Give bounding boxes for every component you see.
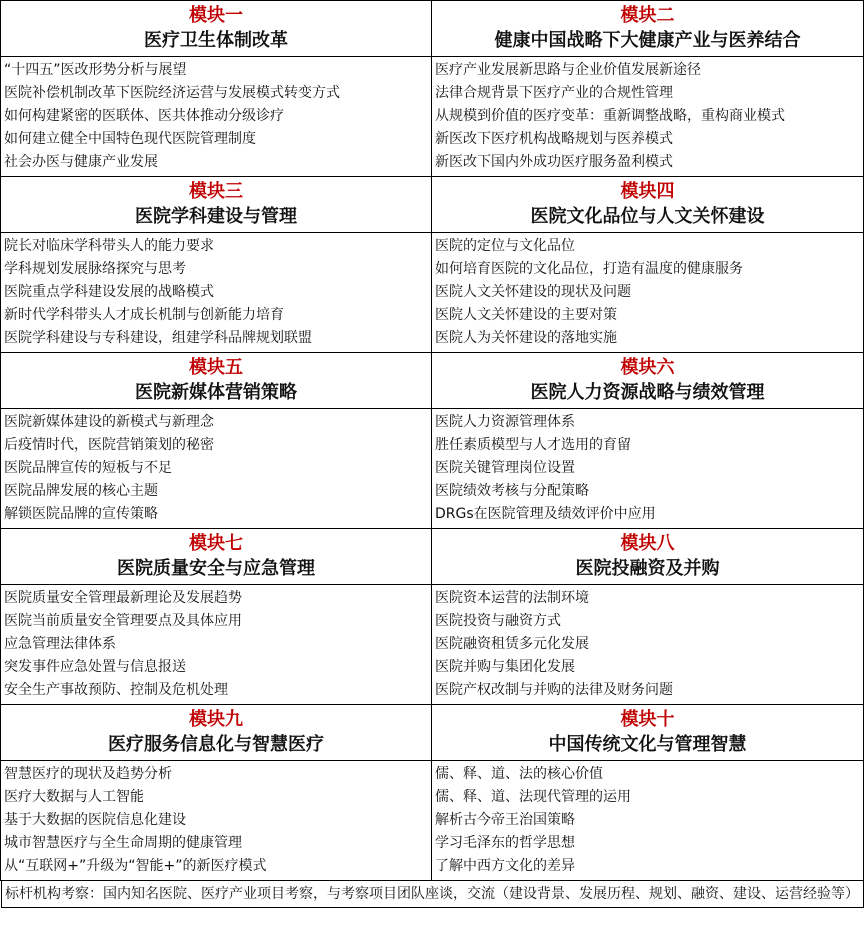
topic-item: 医院学科建设与专科建设，组建学科品牌规划联盟 — [4, 330, 312, 346]
topic-item: 医院新媒体建设的新模式与新理念 — [4, 414, 214, 430]
module-title: 医院投融资及并购 — [575, 558, 720, 579]
module-label: 模块二 — [620, 5, 675, 26]
module-title: 医院人力资源战略与绩效管理 — [530, 382, 765, 403]
topic-item: 医院绩效考核与分配策略 — [435, 483, 589, 499]
topic-item: 医院关键管理岗位设置 — [435, 460, 575, 476]
topic-item: 胜任素质模型与人才选用的育留 — [435, 437, 631, 453]
topic-item: 如何培育医院的文化品位，打造有温度的健康服务 — [435, 261, 743, 277]
topic-item: 从“互联网+”升级为“智能+”的新医疗模式 — [4, 858, 267, 874]
topic-item: 从规模到价值的医疗变革：重新调整战略，重构商业模式 — [435, 108, 785, 124]
topic-item: 突发事件应急处置与信息报送 — [4, 659, 186, 675]
topic-item: 医院人文关怀建设的现状及问题 — [435, 284, 631, 300]
topic-item: “十四五”医改形势分析与展望 — [4, 62, 187, 78]
topic-item: 后疫情时代，医院营销策划的秘密 — [4, 437, 214, 453]
topic-item: 医院品牌宣传的短板与不足 — [4, 460, 172, 476]
module-cell — [0, 0, 432, 177]
module-topic-list — [1, 57, 431, 176]
topic-item: 了解中西方文化的差异 — [435, 858, 575, 874]
module-label: 模块七 — [189, 533, 243, 554]
topic-item: 学科规划发展脉络探究与思考 — [4, 261, 186, 277]
site-visit-note: 标杆机构考察：国内知名医院、医疗产业项目考察，与考察项目团队座谈，交流（建设背景、发展历程、规划、融资、建设、运营经验等） — [1, 880, 864, 908]
topic-item: 新医改下医疗机构战略规划与医养模式 — [435, 131, 673, 147]
module-header — [432, 177, 863, 233]
topic-item: 医院重点学科建设发展的战略模式 — [4, 284, 214, 300]
topic-item: 医院产权改制与并购的法律及财务问题 — [435, 682, 673, 698]
topic-item: 学习毛泽东的哲学思想 — [435, 835, 575, 851]
topic-item: 儒、释、道、法的核心价值 — [435, 766, 603, 782]
topic-item: 医院并购与集团化发展 — [435, 659, 575, 675]
module-header — [1, 353, 431, 409]
module-topic-list — [432, 585, 863, 704]
module-header — [432, 705, 863, 761]
module-cell — [0, 352, 432, 529]
topic-item: 医院资本运营的法制环境 — [435, 590, 589, 606]
module-label: 模块八 — [620, 533, 675, 554]
module-cell — [431, 0, 864, 177]
module-title: 医院文化品位与人文关怀建设 — [530, 206, 765, 227]
topic-item: 医院品牌发展的核心主题 — [4, 483, 158, 499]
topic-item: 法律合规背景下医疗产业的合规性管理 — [435, 85, 673, 101]
topic-item: 智慧医疗的现状及趋势分析 — [4, 766, 172, 782]
module-topic-list — [432, 409, 863, 528]
topic-item: 医院人为关怀建设的落地实施 — [435, 330, 617, 346]
module-cell — [0, 704, 432, 881]
module-topic-list — [1, 761, 431, 880]
module-label: 模块四 — [620, 181, 675, 202]
module-header — [1, 705, 431, 761]
module-header — [432, 1, 863, 57]
topic-item: 医院融资租赁多元化发展 — [435, 636, 589, 652]
module-header — [1, 1, 431, 57]
topic-item: 应急管理法律体系 — [4, 636, 116, 652]
module-cell — [431, 704, 864, 881]
module-topic-list — [1, 585, 431, 704]
module-title: 医疗服务信息化与智慧医疗 — [108, 734, 324, 755]
module-label: 模块五 — [189, 357, 243, 378]
topic-item: 医院的定位与文化品位 — [435, 238, 575, 254]
topic-item: 医院当前质量安全管理要点及具体应用 — [4, 613, 242, 629]
topic-item: 解析古今帝王治国策略 — [435, 812, 575, 828]
topic-item: 医院人文关怀建设的主要对策 — [435, 307, 617, 323]
module-title: 医院质量安全与应急管理 — [117, 558, 315, 579]
topic-item: 社会办医与健康产业发展 — [4, 154, 158, 170]
module-topic-list — [1, 409, 431, 528]
module-header — [432, 353, 863, 409]
topic-item: 如何建立健全中国特色现代医院管理制度 — [4, 131, 256, 147]
module-grid — [1, 1, 864, 881]
topic-item: 新医改下国内外成功医疗服务盈利模式 — [435, 154, 673, 170]
module-label: 模块十 — [620, 709, 675, 730]
module-cell — [0, 176, 432, 353]
topic-item: 城市智慧医疗与全生命周期的健康管理 — [4, 835, 242, 851]
module-label: 模块九 — [189, 709, 243, 730]
topic-item: 医疗大数据与人工智能 — [4, 789, 144, 805]
module-title: 医院新媒体营销策略 — [135, 382, 297, 403]
topic-item: 儒、释、道、法现代管理的运用 — [435, 789, 631, 805]
module-label: 模块三 — [189, 181, 243, 202]
topic-item: 医院投资与融资方式 — [435, 613, 561, 629]
module-cell — [431, 352, 864, 529]
module-label: 模块一 — [189, 5, 243, 26]
module-topic-list — [432, 233, 863, 352]
module-header — [1, 177, 431, 233]
topic-item: 医院人力资源管理体系 — [435, 414, 575, 430]
topic-item: 院长对临床学科带头人的能力要求 — [4, 238, 214, 254]
topic-item: 基于大数据的医院信息化建设 — [4, 812, 186, 828]
module-topic-list — [1, 233, 431, 352]
topic-item: 医疗产业发展新思路与企业价值发展新途径 — [435, 62, 701, 78]
topic-item: 医院质量安全管理最新理论及发展趋势 — [4, 590, 242, 606]
module-title: 健康中国战略下大健康产业与医养结合 — [494, 30, 801, 51]
topic-item: 解锁医院品牌的宣传策略 — [4, 506, 158, 522]
module-header — [1, 529, 431, 585]
topic-item: DRGs在医院管理及绩效评价中应用 — [435, 506, 656, 522]
topic-item: 安全生产事故预防、控制及危机处理 — [4, 682, 228, 698]
module-header — [432, 529, 863, 585]
module-title: 医院学科建设与管理 — [135, 206, 297, 227]
module-topic-list — [432, 57, 863, 176]
module-cell — [0, 528, 432, 705]
module-cell — [431, 528, 864, 705]
module-title: 中国传统文化与管理智慧 — [548, 734, 747, 755]
topic-item: 如何构建紧密的医联体、医共体推动分级诊疗 — [4, 108, 284, 124]
module-title: 医疗卫生体制改革 — [144, 30, 288, 51]
module-cell — [431, 176, 864, 353]
topic-item: 医院补偿机制改革下医院经济运营与发展模式转变方式 — [4, 85, 340, 101]
module-topic-list — [432, 761, 863, 880]
curriculum-table — [1, 1, 864, 929]
topic-item: 新时代学科带头人才成长机制与创新能力培育 — [4, 307, 284, 323]
module-label: 模块六 — [620, 357, 675, 378]
